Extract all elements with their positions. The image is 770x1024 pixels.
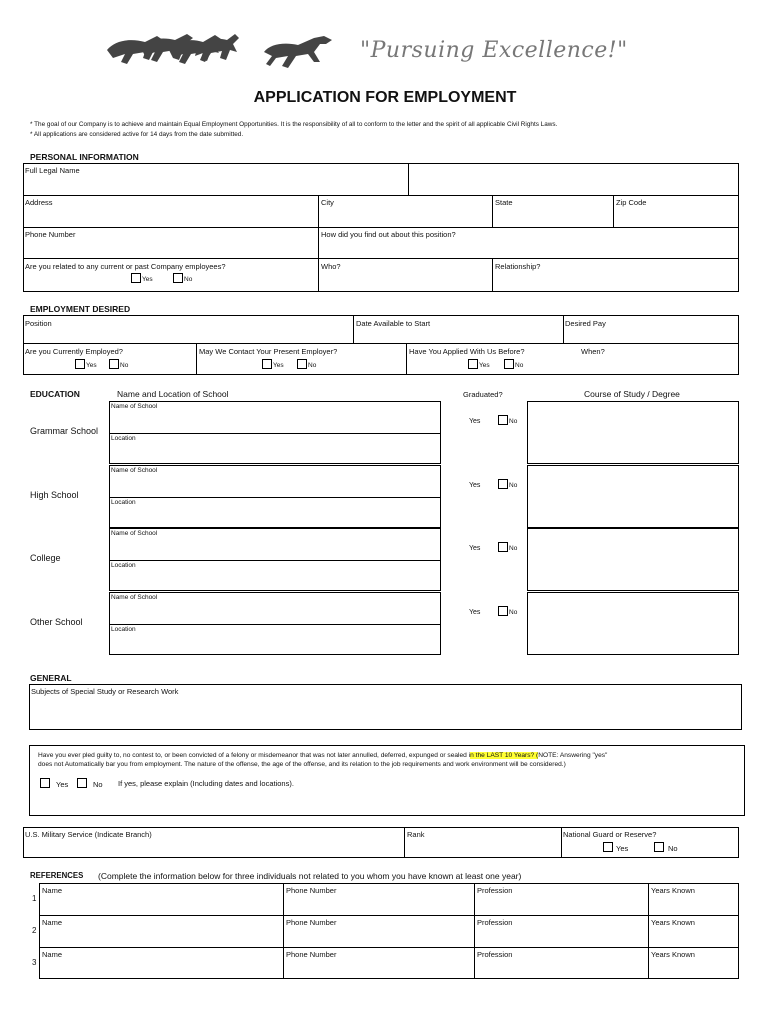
grammar-yes-label: Yes: [469, 418, 481, 425]
reference-3-name-field[interactable]: [40, 959, 280, 978]
reference-1-name-label: Name: [42, 886, 63, 895]
zip-label: Zip Code: [616, 198, 647, 207]
other-name-field[interactable]: [110, 602, 440, 623]
reference-3-profession-field[interactable]: [475, 959, 645, 978]
other-no-label: No: [509, 609, 518, 616]
currently-employed-label: Are you Currently Employed?: [25, 347, 123, 356]
reference-2-phone-field[interactable]: [284, 927, 471, 946]
employed-yes-label: Yes: [86, 362, 97, 369]
guard-no-checkbox[interactable]: [654, 842, 664, 852]
applied-no-label: No: [515, 362, 524, 369]
employed-no-label: No: [120, 362, 129, 369]
contact-yes-label: Yes: [273, 362, 284, 369]
slogan: "Pursuing Excellence!": [360, 38, 628, 63]
reference-3-phone-field[interactable]: [284, 959, 471, 978]
reference-number-1: 1: [32, 894, 37, 903]
address-label: Address: [25, 198, 53, 207]
page-title: APPLICATION FOR EMPLOYMENT: [253, 89, 517, 106]
grammar-level-label: Grammar School: [30, 426, 99, 436]
address-field[interactable]: [24, 207, 317, 226]
reference-2-profession-label: Profession: [477, 918, 513, 927]
college-no-label: No: [509, 545, 518, 552]
felony-note: does not Automatically bar you from employment. The nature of the offense, the age of the offense, and its relation to the job requirements and work environment will be considered.): [38, 761, 566, 768]
reference-3-name-label: Name: [42, 950, 63, 959]
reference-3-years-label: Years Known: [651, 950, 695, 959]
col-course-label: Course of Study / Degree: [584, 389, 680, 399]
other-level-label: Other School: [30, 617, 83, 627]
col-school-label: Name and Location of School: [117, 389, 229, 399]
felony-no-label: No: [93, 780, 103, 789]
reference-1-phone-label: Phone Number: [286, 886, 337, 895]
guard-label: National Guard or Reserve?: [563, 830, 657, 839]
high-name-field[interactable]: [110, 475, 440, 496]
reference-2-phone-label: Phone Number: [286, 918, 337, 927]
reference-1-years-field[interactable]: [649, 895, 736, 914]
zip-field[interactable]: [614, 207, 738, 226]
guard-no-label: No: [668, 844, 678, 853]
college-graduated-checkbox[interactable]: [498, 542, 508, 552]
desired-pay-label: Desired Pay: [565, 319, 606, 328]
other-yes-label: Yes: [469, 609, 481, 616]
high-location-label: Location: [111, 499, 136, 506]
contact-yes-checkbox[interactable]: [262, 359, 272, 369]
found-position-label: How did you find out about this position?: [321, 230, 456, 239]
reference-2-name-field[interactable]: [40, 927, 280, 946]
full-name-field[interactable]: [24, 175, 407, 194]
reference-3-profession-label: Profession: [477, 950, 513, 959]
other-location-field[interactable]: [110, 634, 440, 654]
felony-question: Have you ever pled guilty to, no contest to, or been convicted of a felony or misdemeanor that was not later annulled, deferred, expunged or sealed in the LAST 10 Years? (NOTE: Answering "yes": [38, 752, 608, 759]
who-field[interactable]: [319, 271, 491, 291]
grammar-no-label: No: [509, 418, 518, 425]
guard-yes-label: Yes: [616, 844, 629, 853]
felony-explain-label: If yes, please explain (Including dates and locations).: [118, 779, 294, 788]
college-course-field[interactable]: [527, 528, 739, 591]
related-no-checkbox[interactable]: [173, 273, 183, 283]
full-name-label: Full Legal Name: [25, 166, 80, 175]
reference-1-years-label: Years Known: [651, 886, 695, 895]
high-name-label: Name of School: [111, 467, 158, 474]
desired-pay-field[interactable]: [564, 328, 738, 342]
section-personal-heading: PERSONAL INFORMATION: [30, 152, 139, 162]
horse-logo: [262, 32, 337, 72]
eeo-note: * The goal of our Company is to achieve and maintain Equal Employment Opportunities. It is the responsibility of all to conform to the letter and the spirit of all applicable Civil Rights Laws.: [30, 121, 558, 128]
applied-yes-checkbox[interactable]: [468, 359, 478, 369]
felony-no-checkbox[interactable]: [77, 778, 87, 788]
position-field[interactable]: [24, 328, 352, 342]
city-label: City: [321, 198, 334, 207]
high-level-label: High School: [30, 490, 79, 500]
section-education-heading: EDUCATION: [30, 389, 80, 399]
reference-2-years-field[interactable]: [649, 927, 736, 946]
employed-no-checkbox[interactable]: [109, 359, 119, 369]
contact-no-checkbox[interactable]: [297, 359, 307, 369]
college-location-label: Location: [111, 562, 136, 569]
found-position-field[interactable]: [319, 239, 738, 257]
employed-yes-checkbox[interactable]: [75, 359, 85, 369]
phone-field[interactable]: [24, 239, 317, 257]
reference-number-2: 2: [32, 926, 37, 935]
phone-label: Phone Number: [25, 230, 76, 239]
special-study-field[interactable]: [30, 697, 741, 729]
city-field[interactable]: [319, 207, 491, 226]
grammar-location-field[interactable]: [110, 443, 440, 463]
contact-employer-label: May We Contact Your Present Employer?: [199, 347, 338, 356]
when-field[interactable]: [581, 357, 738, 374]
contact-no-label: No: [308, 362, 317, 369]
applied-before-label: Have You Applied With Us Before?: [409, 347, 525, 356]
references-instructions: (Complete the information below for three individuals not related to you whom you have known at least one year): [98, 871, 522, 881]
grammar-course-field[interactable]: [527, 401, 739, 464]
rank-label: Rank: [407, 830, 425, 839]
related-no-label: No: [184, 276, 193, 283]
college-level-label: College: [30, 553, 61, 563]
guard-yes-checkbox[interactable]: [603, 842, 613, 852]
horses-herd-logo: [105, 28, 240, 72]
related-yes-label: Yes: [142, 276, 153, 283]
section-employment-heading: EMPLOYMENT DESIRED: [30, 304, 131, 314]
section-general-heading: GENERAL: [30, 673, 72, 683]
college-name-field[interactable]: [110, 538, 440, 559]
active-note: * All applications are considered active for 14 days from the date submitted.: [30, 131, 244, 138]
reference-3-phone-label: Phone Number: [286, 950, 337, 959]
high-course-field[interactable]: [527, 465, 739, 528]
other-graduated-checkbox[interactable]: [498, 606, 508, 616]
reference-1-profession-field[interactable]: [475, 895, 645, 914]
reference-2-years-label: Years Known: [651, 918, 695, 927]
applied-no-checkbox[interactable]: [504, 359, 514, 369]
state-label: State: [495, 198, 513, 207]
reference-1-profession-label: Profession: [477, 886, 513, 895]
high-graduated-checkbox[interactable]: [498, 479, 508, 489]
reference-2-name-label: Name: [42, 918, 63, 927]
date-available-field[interactable]: [354, 328, 562, 342]
other-name-label: Name of School: [111, 594, 158, 601]
high-no-label: No: [509, 482, 518, 489]
grammar-graduated-checkbox[interactable]: [498, 415, 508, 425]
when-label: When?: [581, 347, 605, 356]
relationship-field[interactable]: [493, 271, 738, 291]
reference-2-profession-field[interactable]: [475, 927, 645, 946]
special-study-label: Subjects of Special Study or Research Work: [31, 687, 179, 696]
col-graduated-label: Graduated?: [463, 390, 503, 399]
who-label: Who?: [321, 262, 341, 271]
grammar-location-label: Location: [111, 435, 136, 442]
felony-yes-label: Yes: [56, 780, 69, 789]
position-label: Position: [25, 319, 52, 328]
full-name-field-2[interactable]: [409, 164, 738, 194]
military-service-label: U.S. Military Service (Indicate Branch): [25, 830, 152, 839]
college-location-field[interactable]: [110, 570, 440, 590]
reference-1-name-field[interactable]: [40, 895, 280, 914]
high-yes-label: Yes: [469, 482, 481, 489]
grammar-name-label: Name of School: [111, 403, 158, 410]
college-name-label: Name of School: [111, 530, 158, 537]
section-references-heading: REFERENCES: [30, 871, 84, 880]
date-available-label: Date Available to Start: [356, 319, 431, 328]
rank-field[interactable]: [405, 840, 560, 857]
related-yes-checkbox[interactable]: [131, 273, 141, 283]
state-field[interactable]: [493, 207, 612, 226]
high-location-field[interactable]: [110, 507, 440, 527]
reference-1-phone-field[interactable]: [284, 895, 471, 914]
applied-yes-label: Yes: [479, 362, 490, 369]
relationship-label: Relationship?: [495, 262, 541, 271]
other-location-label: Location: [111, 626, 136, 633]
related-label: Are you related to any current or past Company employees?: [25, 262, 226, 271]
reference-number-3: 3: [32, 958, 37, 967]
felony-explain-field[interactable]: [30, 792, 744, 815]
felony-yes-checkbox[interactable]: [40, 778, 50, 788]
grammar-name-field[interactable]: [110, 411, 440, 432]
other-course-field[interactable]: [527, 592, 739, 655]
military-service-field[interactable]: [24, 840, 403, 857]
college-yes-label: Yes: [469, 545, 481, 552]
reference-3-years-field[interactable]: [649, 959, 736, 978]
